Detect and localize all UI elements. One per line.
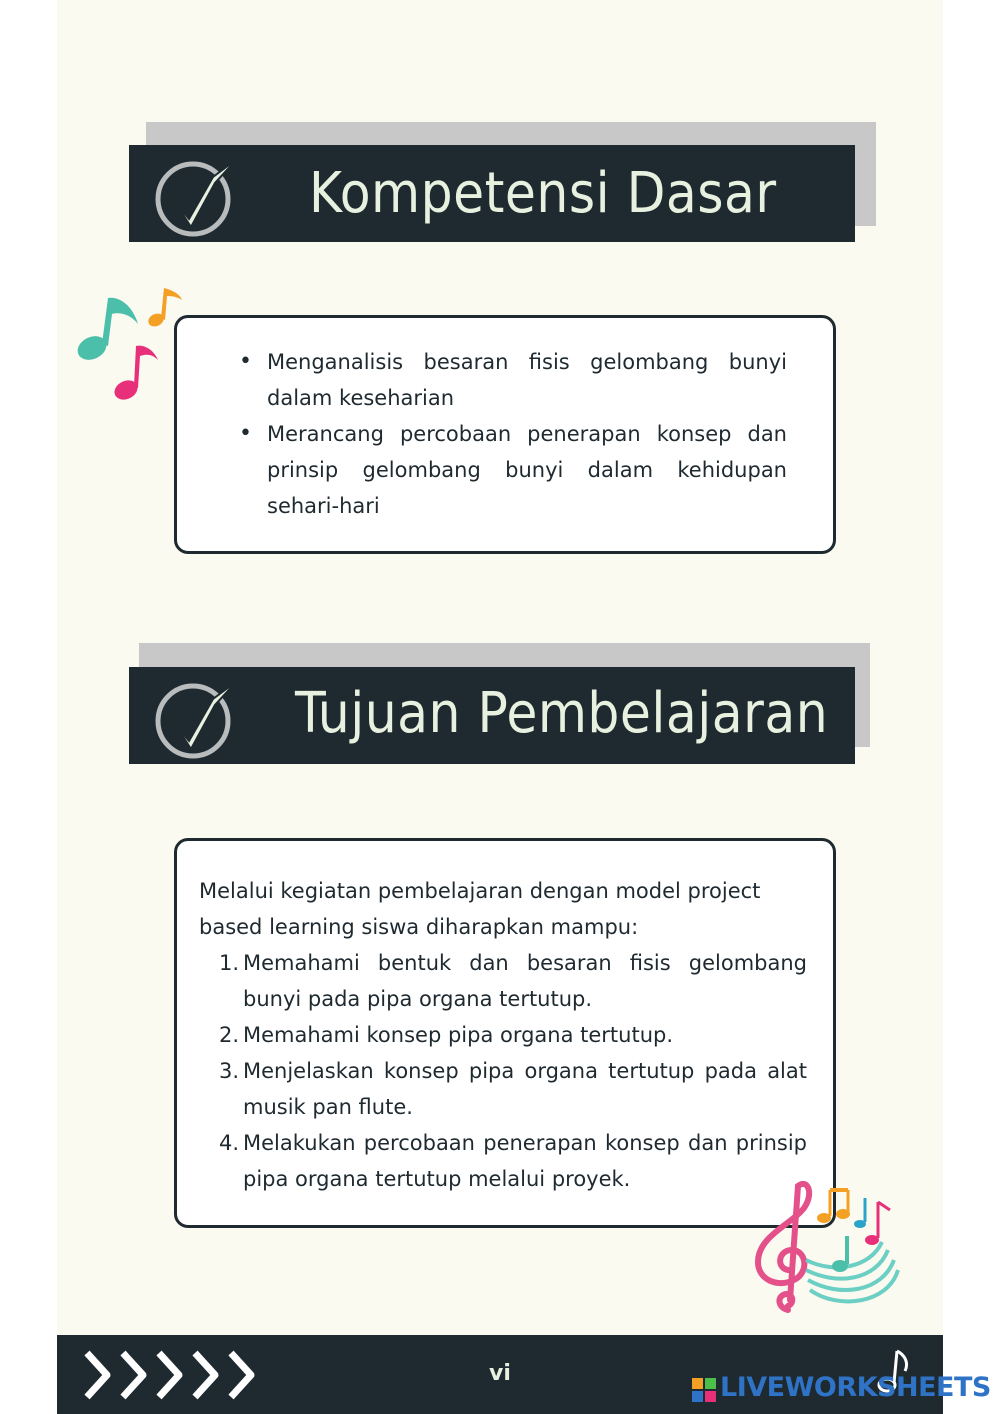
kompetensi-banner: [129, 145, 855, 242]
list-item: [199, 1053, 807, 1125]
music-notes-icon: [72, 284, 187, 404]
item-number: 3.: [219, 1059, 240, 1083]
list-item: • Merancang percobaan penerapan konsep dan prinsip gelombang bunyi dalam kehidupan sehari-hari: [223, 416, 787, 524]
page-number: vi: [489, 1361, 511, 1386]
item-number: 2.: [219, 1023, 240, 1047]
list-item: [199, 1017, 807, 1053]
tujuan-title: Tujuan Pembelajaran: [295, 681, 829, 746]
check-circle-icon: [153, 153, 243, 239]
list-item: • Menganalisis besaran fisis gelombang bunyi dalam keseharian: [223, 344, 787, 416]
tujuan-banner: [129, 667, 855, 764]
liveworksheets-logo-icon: [692, 1378, 716, 1402]
list-item: [199, 1125, 807, 1197]
item-text: Menjelaskan konsep pipa organa tertutup pada alat musik pan flute.: [243, 1059, 807, 1119]
tujuan-intro: Melalui kegiatan pembelajaran dengan model project based learning siswa diharapkan mampu:: [199, 879, 761, 939]
treble-clef-icon: [748, 1180, 908, 1315]
item-number: 4.: [219, 1131, 240, 1155]
kompetensi-list: [223, 344, 787, 524]
list-item: [199, 945, 807, 1017]
item-text: Memahami bentuk dan besaran fisis gelombang bunyi pada pipa organa tertutup.: [243, 951, 807, 1011]
tujuan-card: [174, 838, 836, 1228]
watermark-text: LIVEWORKSHEETS: [720, 1372, 991, 1403]
item-text: Melakukan percobaan penerapan konsep dan prinsip pipa organa tertutup melalui proyek.: [243, 1131, 807, 1191]
item-text: Memahami konsep pipa organa tertutup.: [243, 1023, 674, 1047]
kompetensi-title: Kompetensi Dasar: [309, 161, 777, 226]
item-number: 1.: [219, 951, 240, 975]
check-circle-icon: [153, 675, 243, 761]
tujuan-list: [199, 945, 807, 1197]
kompetensi-card: [174, 315, 836, 554]
